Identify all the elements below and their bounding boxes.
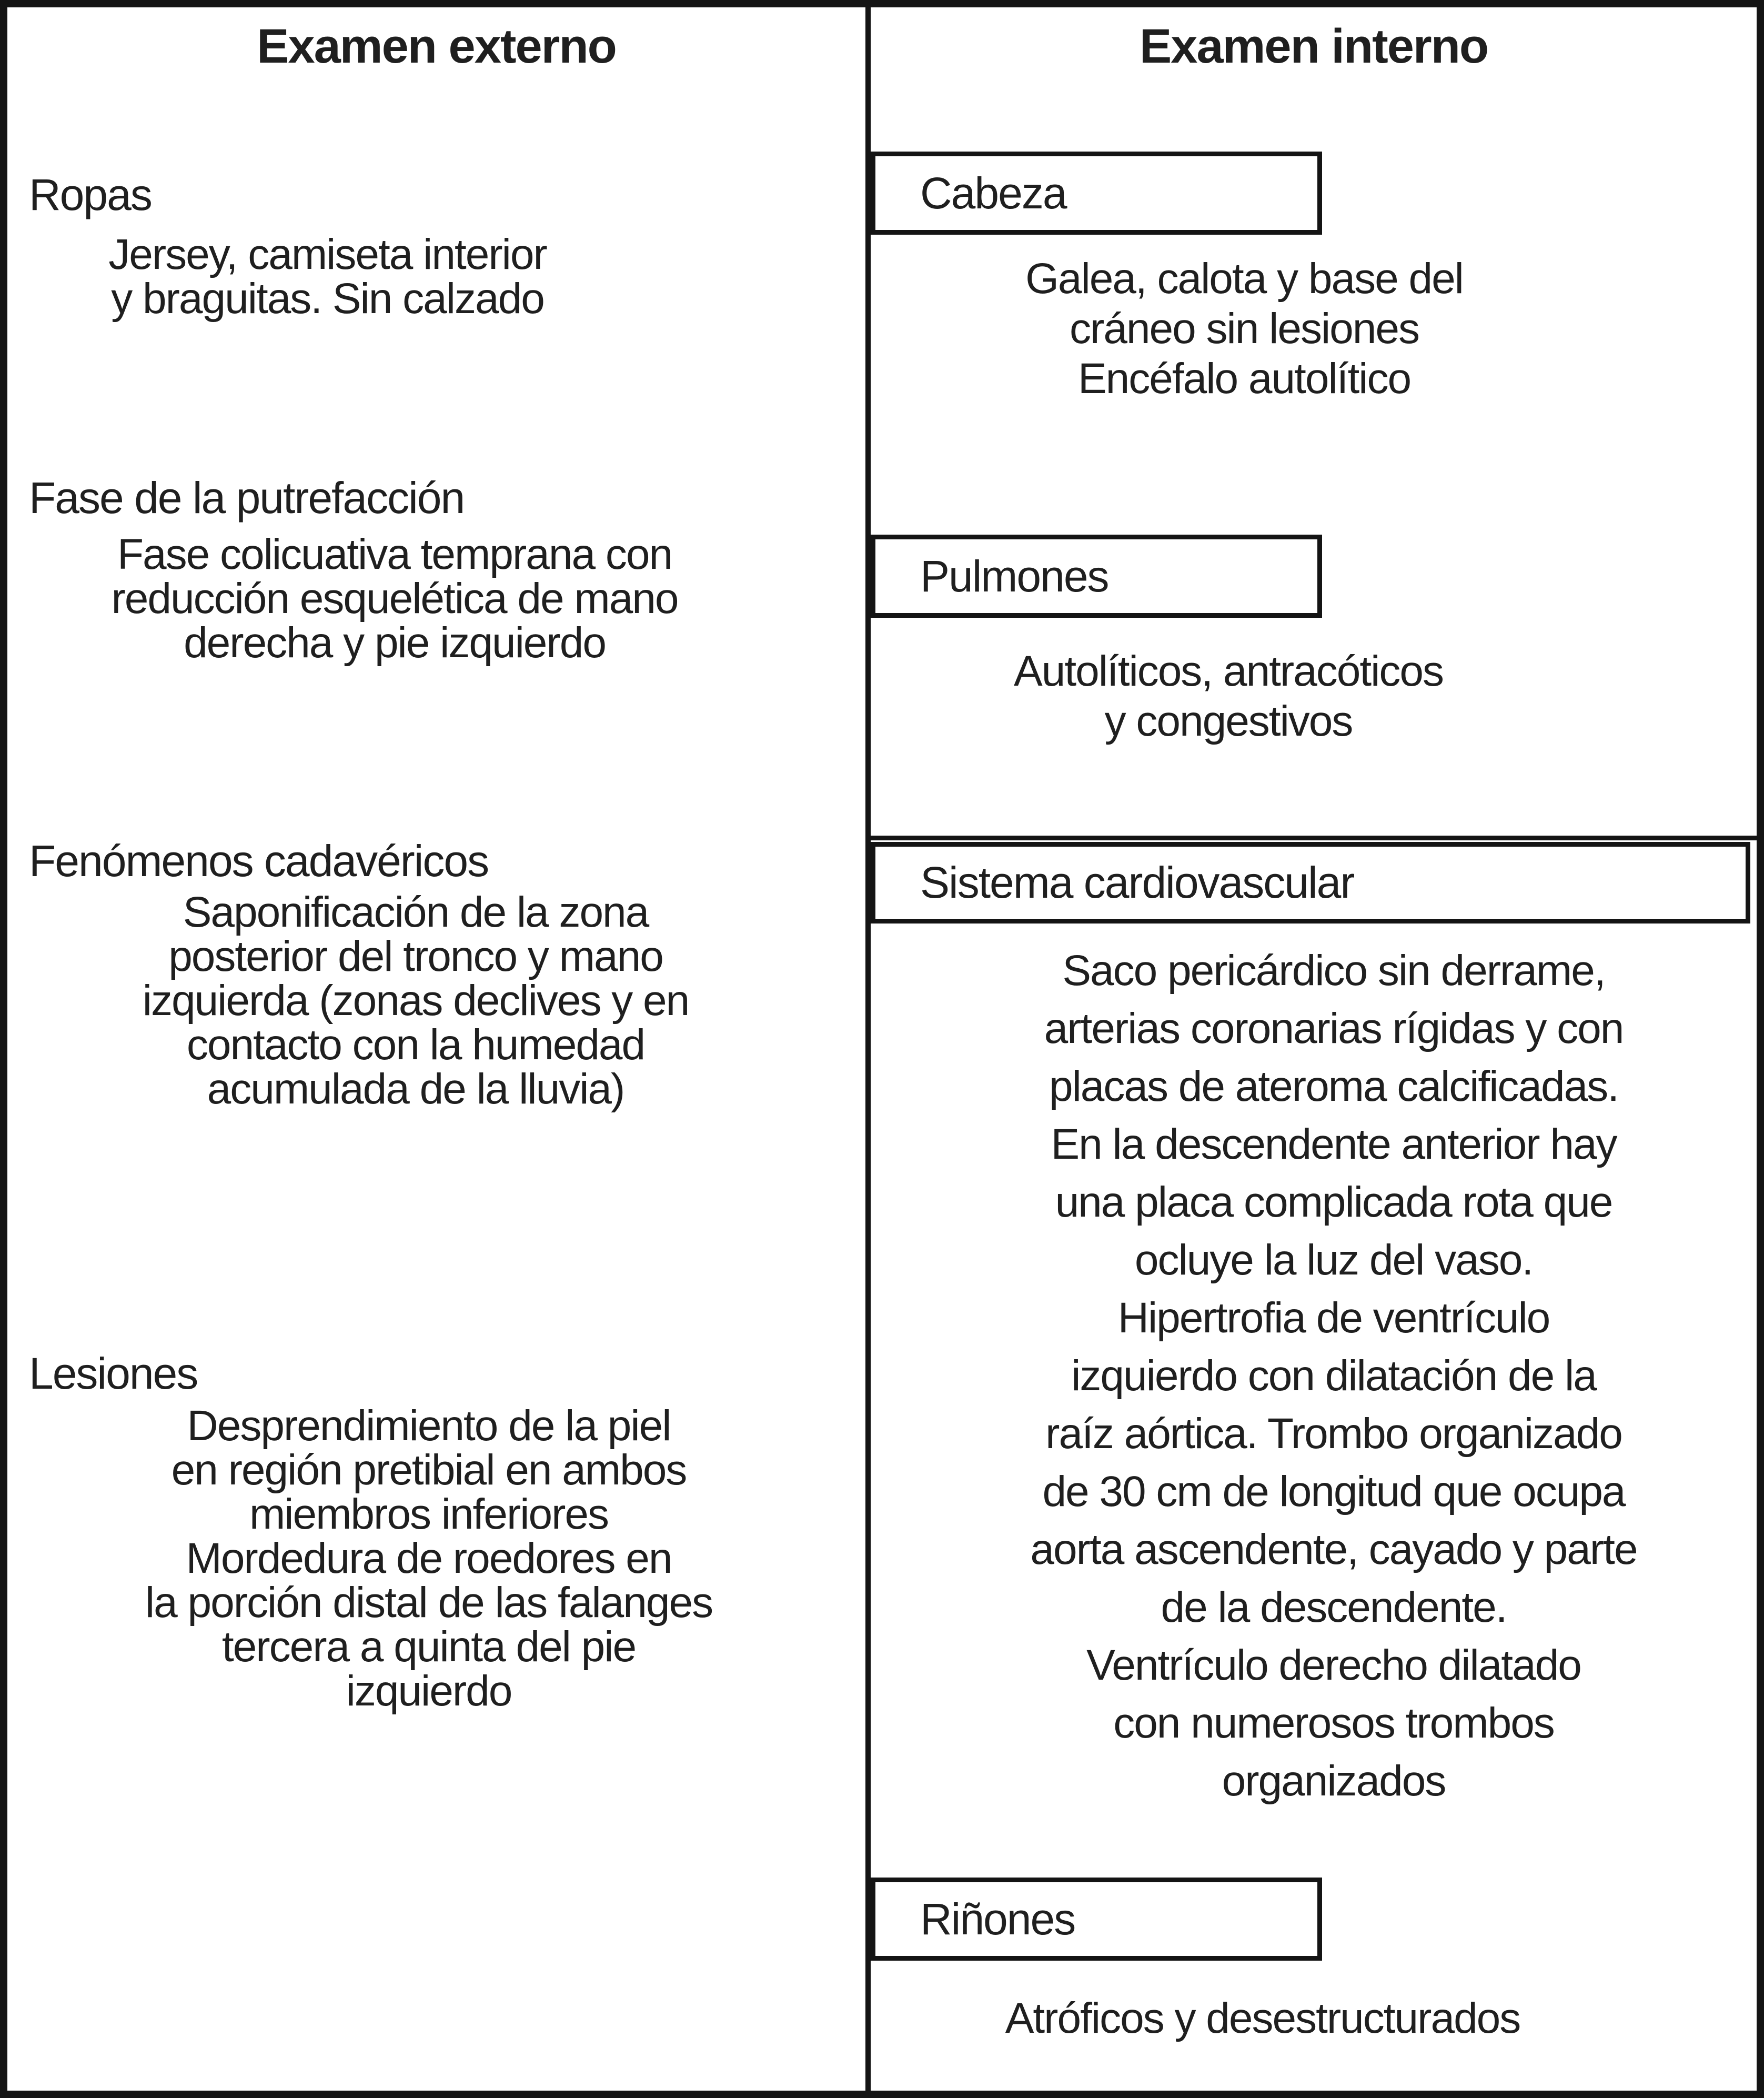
external-column-title: Examen externo [257, 19, 616, 73]
body-line: de la descendente. [1161, 1583, 1507, 1631]
body-line: tercera a quinta del pie [221, 1623, 636, 1671]
body-line: acumulada de la lluvia) [207, 1065, 624, 1113]
section-body-cabeza [894, 254, 1594, 404]
body-line: de 30 cm de longitud que ocupa [1042, 1468, 1625, 1515]
body-line: Jersey, camiseta interior [108, 230, 547, 278]
body-line: la porción distal de las falanges [145, 1579, 713, 1627]
body-line: Mordedura de roedores en [186, 1534, 672, 1582]
section-label-box-rinones: Riñones [871, 1878, 1322, 1961]
body-line: Atróficos y desestructurados [1005, 1994, 1520, 2042]
body-line: Hipertrofia de ventrículo [1117, 1294, 1550, 1342]
body-line: izquierdo con dilatación de la [1071, 1352, 1596, 1400]
section-body-fenomenos [11, 890, 821, 1111]
section-label-putrefaccion: Fase de la putrefacción [29, 473, 465, 523]
body-line: ocluye la luz del vaso. [1134, 1236, 1533, 1284]
section-label-ropas: Ropas [29, 170, 152, 219]
section-body-putrefaccion [11, 530, 779, 667]
body-line: y braguitas. Sin calzado [111, 275, 544, 323]
body-line: raíz aórtica. Trombo organizado [1045, 1410, 1622, 1458]
body-line: con numerosos trombos [1113, 1699, 1554, 1747]
section-label-fenomenos: Fenómenos cadavéricos [29, 836, 489, 886]
section-label-lesiones: Lesiones [29, 1349, 198, 1398]
body-line: Encéfalo autolítico [1077, 355, 1411, 403]
body-line: reducción esquelética de mano [111, 575, 678, 623]
body-line: Desprendimiento de la piel [187, 1402, 671, 1450]
body-line: organizados [1222, 1757, 1446, 1805]
separator-line [871, 836, 1757, 840]
section-label-box-cabeza: Cabeza [871, 152, 1322, 235]
body-line: Ventrículo derecho dilatado [1086, 1641, 1581, 1689]
body-line: y congestivos [1104, 697, 1353, 745]
body-line: derecha y pie izquierdo [184, 619, 606, 667]
body-line: posterior del tronco y mano [168, 932, 663, 980]
body-line: en región pretibial en ambos [171, 1446, 687, 1494]
section-body-cardiovascular [913, 942, 1755, 1810]
section-body-pulmones [894, 646, 1563, 746]
body-line: cráneo sin lesiones [1070, 305, 1419, 353]
body-line: izquierdo [346, 1667, 512, 1715]
body-line: aorta ascendente, cayado y parte [1030, 1525, 1637, 1573]
body-line: arterias coronarias rígidas y con [1044, 1005, 1624, 1052]
body-line: una placa complicada rota que [1055, 1178, 1612, 1226]
body-line: izquierda (zonas declives y en [142, 977, 689, 1025]
body-line: En la descendente anterior hay [1051, 1120, 1617, 1168]
section-label-box-cardiovascular: Sistema cardiovascular [871, 842, 1750, 923]
body-line: Fase colicuativa temprana con [117, 530, 672, 578]
section-body-lesiones [11, 1404, 847, 1713]
body-line: miembros inferiores [249, 1490, 608, 1538]
body-line: Autolíticos, antracóticos [1014, 647, 1443, 695]
body-line: Saco pericárdico sin derrame, [1062, 947, 1605, 995]
body-line: contacto con la humedad [186, 1021, 645, 1069]
body-line: Saponificación de la zona [183, 888, 649, 936]
column-divider [865, 0, 871, 2098]
body-line: Galea, calota y base del [1025, 255, 1463, 303]
section-label-box-pulmones: Pulmones [871, 535, 1322, 618]
body-line: placas de ateroma calcificadas. [1049, 1062, 1619, 1110]
section-body-ropas [32, 230, 623, 323]
internal-column-title: Examen interno [1139, 19, 1488, 73]
section-body-rinones [889, 1993, 1636, 2043]
